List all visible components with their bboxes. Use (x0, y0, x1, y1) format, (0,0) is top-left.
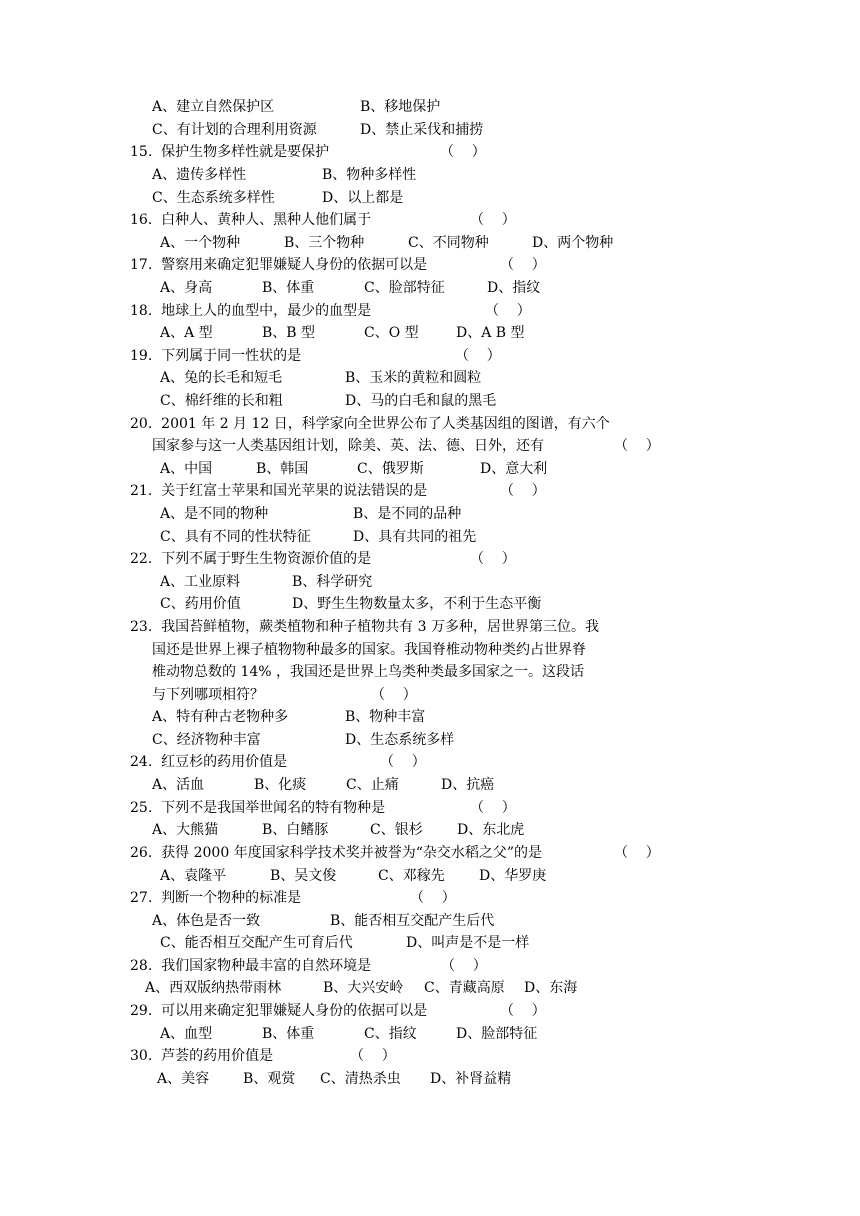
option-text: D、两个物种 (532, 235, 614, 251)
option-text: A、工业原料 (160, 574, 241, 590)
option-text: A、一个物种 (160, 235, 241, 251)
question-text: 19. 下列属于同一性状的是 (130, 348, 302, 364)
question-text: 23. 我国苔鲜植物，蕨类植物和种子植物共有 3 万多种，居世界第三位。我 (130, 619, 599, 635)
option-text: B、B 型 (262, 325, 316, 341)
option-text: D、补肾益精 (430, 1071, 512, 1087)
answer-blank: （ ） (500, 1003, 546, 1019)
question-text: 18. 地球上人的血型中，最少的血型是 (130, 303, 372, 319)
option-text: D、脸部特征 (456, 1026, 538, 1042)
option-text: A、中国 (160, 461, 213, 477)
option-text: A、血型 (160, 1026, 213, 1042)
option-text: C、生态系统多样性 (152, 190, 275, 206)
option-text: C、经济物种丰富 (152, 732, 261, 748)
question-text: 30. 芦荟的药用价值是 (130, 1048, 274, 1064)
question-text: 22. 下列不属于野生生物资源价值的是 (130, 551, 372, 567)
option-text: A、身高 (160, 280, 213, 296)
question-text-continued: 国还是世界上裸子植物物种最多的国家。我国脊椎动物种类约占世界脊 (152, 642, 586, 658)
option-text: D、叫声是不是一样 (406, 935, 530, 951)
answer-blank: （ ） (441, 958, 487, 974)
option-text: A、活血 (152, 777, 205, 793)
question-text: 17. 警察用来确定犯罪嫌疑人身份的依据可以是 (130, 257, 428, 273)
option-text: B、能否相互交配产生后代 (330, 913, 495, 929)
option-text: C、清热杀虫 (320, 1071, 401, 1087)
answer-blank: （ ） (470, 551, 516, 567)
option-text: D、禁止采伐和捕捞 (360, 122, 484, 138)
option-text: C、邓稼先 (378, 868, 445, 884)
option-text: A、袁隆平 (160, 868, 227, 884)
option-text: B、吴文俊 (270, 868, 337, 884)
option-text: C、脸部特征 (364, 280, 445, 296)
question-text: 27. 判断一个物种的标准是 (130, 890, 302, 906)
option-text: D、A B 型 (456, 325, 525, 341)
option-text: D、华罗庚 (479, 868, 547, 884)
option-text: B、移地保护 (360, 99, 441, 115)
option-text: D、马的白毛和鼠的黑毛 (345, 393, 497, 409)
option-text: A、遗传多样性 (152, 167, 247, 183)
answer-blank: （ ） (470, 212, 516, 228)
option-text: A、体色是否一致 (152, 913, 261, 929)
option-text: D、抗癌 (441, 777, 495, 793)
answer-blank: （ ） (614, 438, 660, 454)
option-text: B、化痰 (254, 777, 307, 793)
question-text: 15. 保护生物多样性就是要保护 (130, 144, 330, 160)
question-text: 24. 红豆杉的药用价值是 (130, 754, 288, 770)
option-text: D、具有共同的祖先 (353, 529, 477, 545)
option-text: A、A 型 (160, 325, 213, 341)
option-text: C、指纹 (364, 1026, 417, 1042)
question-text: 16. 白种人、黄种人、黑种人他们属于 (130, 212, 372, 228)
option-text: B、是不同的品种 (353, 506, 462, 522)
option-text: B、观赏 (243, 1071, 296, 1087)
answer-blank: （ ） (500, 257, 546, 273)
answer-blank: （ ） (410, 890, 456, 906)
option-text: A、美容 (157, 1071, 210, 1087)
answer-blank: （ ） (350, 1048, 396, 1064)
answer-blank: （ ） (470, 800, 516, 816)
option-text: C、止痛 (346, 777, 399, 793)
option-text: 与下列哪项相符？ (152, 687, 264, 703)
option-text: D、东海 (524, 980, 578, 996)
option-text: A、特有种古老物种多 (152, 709, 289, 725)
option-text: B、三个物种 (284, 235, 365, 251)
answer-blank: （ ） (455, 348, 501, 364)
option-text: A、大熊猫 (152, 822, 219, 838)
question-text: 25. 下列不是我国举世闻名的特有物种是 (130, 800, 386, 816)
question-text-continued: 椎动物总数的 14% ，我国还是世界上鸟类种类最多国家之一。这段话 (152, 664, 585, 680)
option-text: A、兔的长毛和短毛 (160, 370, 283, 386)
option-text: B、物种多样性 (322, 167, 417, 183)
option-text: B、体重 (262, 280, 315, 296)
option-text: B、大兴安岭 (323, 980, 404, 996)
option-text: C、不同物种 (408, 235, 489, 251)
option-text: B、物种丰富 (345, 709, 426, 725)
question-text: 29. 可以用来确定犯罪嫌疑人身份的依据可以是 (130, 1003, 428, 1019)
question-text: 20. 2001 年 2 月 12 日，科学家向全世界公布了人类基因组的图谱，有六个 (130, 416, 610, 432)
option-text: C、青藏高原 (424, 980, 505, 996)
question-text: 28. 我们国家物种最丰富的自然环境是 (130, 958, 372, 974)
option-text: D、以上都是 (322, 190, 404, 206)
question-text: 26. 获得 2000 年度国家科学技术奖并被誉为“杂交水稻之父”的是 (130, 845, 543, 861)
answer-blank: （ ） (380, 754, 426, 770)
option-text: D、野生生物数量太多，不利于生态平衡 (292, 596, 542, 612)
option-text: C、俄罗斯 (357, 461, 424, 477)
option-text: B、科学研究 (292, 574, 373, 590)
answer-blank: （ ） (485, 303, 531, 319)
option-text: C、有计划的合理利用资源 (152, 122, 317, 138)
option-text: B、韩国 (256, 461, 309, 477)
option-text: D、意大利 (480, 461, 548, 477)
option-text: C、具有不同的性状特征 (160, 529, 311, 545)
option-text: 国家参与这一人类基因组计划，除美、英、法、德、日外，还有 (152, 438, 544, 454)
option-text: D、指纹 (487, 280, 541, 296)
option-text: C、O 型 (364, 325, 419, 341)
option-text: A、西双版纳热带雨林 (145, 980, 282, 996)
option-text: B、体重 (262, 1026, 315, 1042)
option-text: D、生态系统多样 (345, 732, 455, 748)
option-text: B、玉米的黄粒和圆粒 (345, 370, 482, 386)
answer-blank: （ ） (500, 483, 546, 499)
option-text: C、能否相互交配产生可育后代 (160, 935, 353, 951)
answer-blank: （ ） (614, 845, 660, 861)
option-text: C、药用价值 (160, 596, 241, 612)
option-text: A、建立自然保护区 (152, 99, 275, 115)
option-text: C、银杉 (370, 822, 423, 838)
option-text: B、白鳍豚 (262, 822, 329, 838)
option-text: D、东北虎 (457, 822, 525, 838)
option-text: A、是不同的物种 (160, 506, 269, 522)
question-text: 21. 关于红富士苹果和国光苹果的说法错误的是 (130, 483, 428, 499)
answer-blank: （ ） (371, 687, 417, 703)
option-text: C、棉纤维的长和粗 (160, 393, 283, 409)
answer-blank: （ ） (440, 144, 486, 160)
